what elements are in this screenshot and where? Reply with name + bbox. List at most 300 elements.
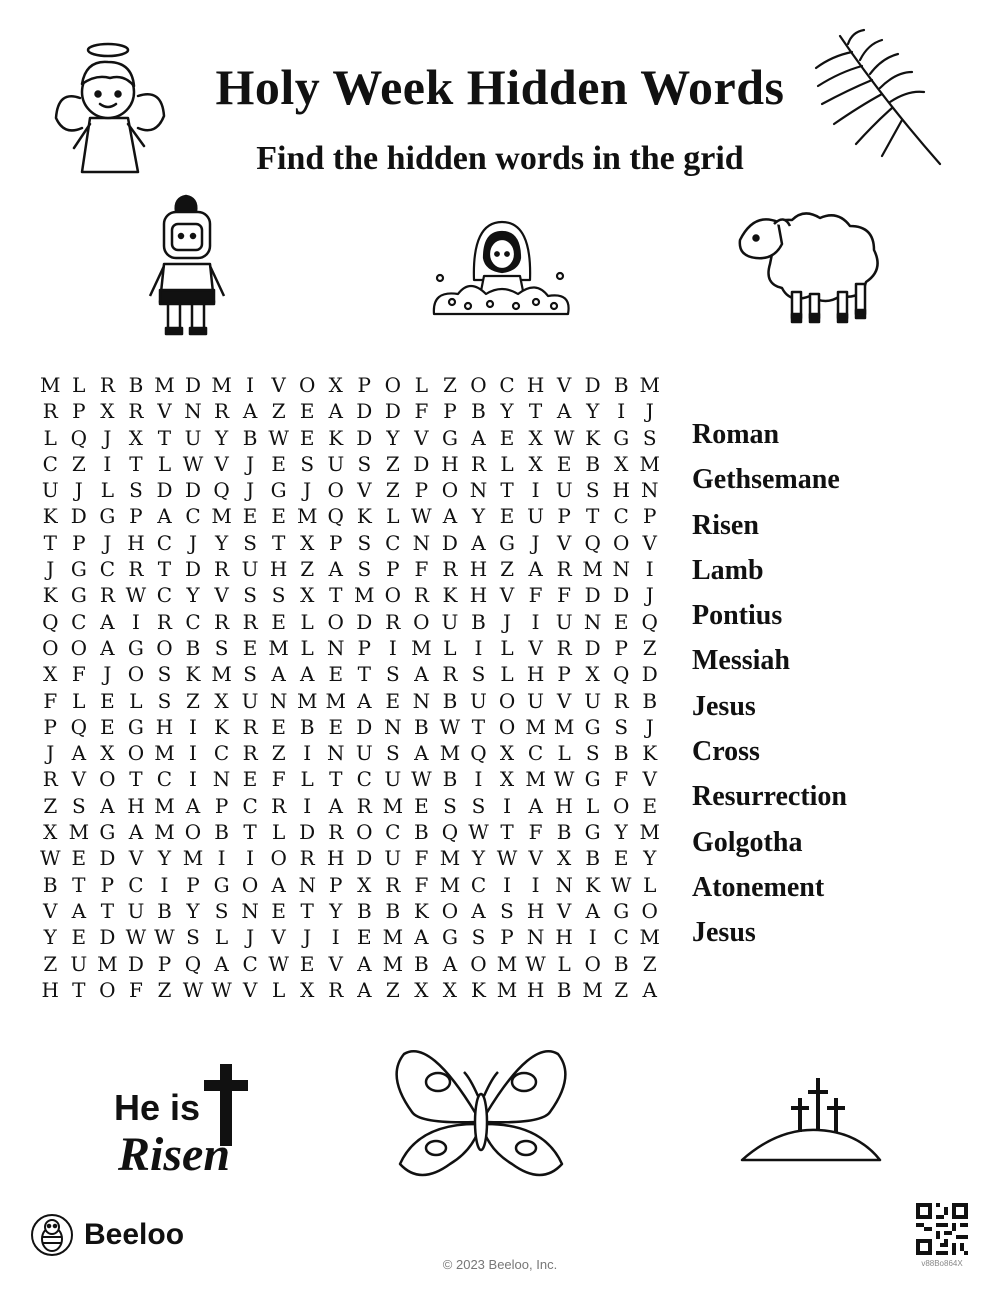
grid-letter[interactable]: B xyxy=(642,688,658,713)
grid-letter[interactable]: V xyxy=(128,846,144,871)
grid-letter[interactable]: X xyxy=(300,583,315,608)
grid-letter[interactable]: A xyxy=(71,898,87,923)
grid-letter[interactable]: V xyxy=(556,530,572,555)
grid-letter[interactable]: S xyxy=(243,662,257,687)
grid-letter[interactable]: X xyxy=(556,846,572,871)
grid-letter[interactable]: I xyxy=(189,767,197,792)
grid-letter[interactable]: X xyxy=(43,820,58,845)
grid-letter[interactable]: Y xyxy=(471,846,486,871)
grid-letter[interactable]: I xyxy=(303,793,312,818)
grid-letter[interactable]: A xyxy=(528,793,543,818)
grid-letter[interactable]: H xyxy=(41,977,59,1002)
grid-letter[interactable]: M xyxy=(496,977,518,1002)
grid-letter[interactable]: K xyxy=(442,583,458,608)
grid-letter[interactable]: D xyxy=(99,846,116,871)
grid-letter[interactable]: D xyxy=(384,399,401,424)
grid-letter[interactable]: A xyxy=(414,662,429,687)
grid-letter[interactable]: C xyxy=(385,530,401,555)
grid-letter[interactable]: E xyxy=(356,925,372,950)
grid-letter[interactable]: B xyxy=(471,399,486,424)
grid-letter[interactable]: R xyxy=(214,399,230,424)
grid-letter[interactable]: O xyxy=(241,872,259,897)
grid-letter[interactable]: P xyxy=(643,504,657,529)
grid-letter[interactable]: W xyxy=(125,583,147,608)
grid-letter[interactable]: L xyxy=(300,635,314,660)
grid-letter[interactable]: M xyxy=(154,741,175,766)
grid-letter[interactable]: B xyxy=(299,714,315,739)
grid-letter[interactable]: I xyxy=(246,373,255,397)
word-search-grid[interactable] xyxy=(36,372,664,1003)
grid-letter[interactable]: A xyxy=(271,872,286,897)
grid-letter[interactable]: K xyxy=(413,898,429,923)
grid-letter[interactable]: U xyxy=(527,504,544,529)
grid-letter[interactable]: T xyxy=(271,530,286,555)
grid-letter[interactable]: M xyxy=(154,793,175,818)
grid-letter[interactable]: O xyxy=(99,977,116,1002)
grid-letter[interactable]: P xyxy=(157,951,172,976)
grid-letter[interactable]: A xyxy=(328,793,343,818)
grid-letter[interactable]: F xyxy=(414,846,429,871)
grid-letter[interactable]: R xyxy=(556,635,572,660)
grid-letter[interactable]: I xyxy=(217,846,226,871)
grid-letter[interactable]: U xyxy=(470,688,487,713)
grid-letter[interactable]: X xyxy=(43,662,58,687)
grid-letter[interactable]: V xyxy=(556,373,572,397)
grid-letter[interactable]: S xyxy=(357,557,372,582)
grid-letter[interactable]: O xyxy=(99,767,116,792)
grid-letter[interactable]: A xyxy=(271,662,286,687)
grid-letter[interactable]: C xyxy=(242,951,258,976)
grid-letter[interactable]: R xyxy=(42,767,58,792)
grid-letter[interactable]: U xyxy=(70,951,88,976)
grid-letter[interactable]: A xyxy=(642,977,657,1002)
grid-letter[interactable]: S xyxy=(642,425,657,450)
grid-letter[interactable]: D xyxy=(356,609,373,634)
grid-letter[interactable]: Y xyxy=(214,425,229,450)
grid-letter[interactable]: Z xyxy=(271,741,286,766)
grid-letter[interactable]: Q xyxy=(184,951,202,976)
grid-letter[interactable]: V xyxy=(642,530,657,555)
grid-letter[interactable]: S xyxy=(271,583,286,608)
grid-letter[interactable]: N xyxy=(583,609,602,634)
grid-letter[interactable]: L xyxy=(300,609,314,634)
grid-letter[interactable]: H xyxy=(469,557,488,582)
grid-letter[interactable]: Q xyxy=(70,425,88,450)
grid-letter[interactable]: V xyxy=(414,425,429,450)
grid-letter[interactable]: S xyxy=(157,688,172,713)
grid-letter[interactable]: I xyxy=(503,872,511,897)
grid-letter[interactable]: W xyxy=(525,951,546,976)
grid-letter[interactable]: T xyxy=(528,399,543,424)
grid-letter[interactable]: B xyxy=(185,635,201,660)
grid-letter[interactable]: M xyxy=(582,977,603,1002)
grid-letter[interactable]: E xyxy=(613,609,629,634)
grid-letter[interactable]: M xyxy=(639,451,660,476)
grid-letter[interactable]: A xyxy=(442,951,458,976)
grid-letter[interactable]: L xyxy=(43,425,57,450)
grid-letter[interactable]: L xyxy=(100,478,114,503)
grid-letter[interactable]: M xyxy=(211,373,232,397)
grid-letter[interactable]: C xyxy=(385,820,401,845)
grid-letter[interactable]: J xyxy=(645,583,654,608)
grid-letter[interactable]: T xyxy=(157,557,172,582)
grid-letter[interactable]: F xyxy=(528,583,543,608)
grid-letter[interactable]: V xyxy=(556,688,572,713)
grid-letter[interactable]: K xyxy=(585,425,601,450)
grid-letter[interactable]: U xyxy=(555,609,573,634)
grid-letter[interactable]: E xyxy=(271,609,286,634)
grid-letter[interactable]: R xyxy=(328,977,344,1002)
grid-letter[interactable]: L xyxy=(500,451,514,476)
grid-letter[interactable]: J xyxy=(46,741,55,766)
grid-letter[interactable]: S xyxy=(585,478,600,503)
grid-letter[interactable]: L xyxy=(72,688,86,713)
grid-letter[interactable]: I xyxy=(588,925,597,950)
grid-letter[interactable]: Z xyxy=(157,977,172,1002)
grid-letter[interactable]: I xyxy=(246,846,255,871)
grid-letter[interactable]: H xyxy=(469,583,488,608)
grid-letter[interactable]: E xyxy=(271,714,286,739)
grid-letter[interactable]: S xyxy=(500,898,514,923)
grid-letter[interactable]: S xyxy=(614,714,629,739)
grid-letter[interactable]: G xyxy=(499,530,516,555)
grid-letter[interactable]: M xyxy=(97,951,118,976)
grid-letter[interactable]: D xyxy=(356,425,373,450)
grid-letter[interactable]: R xyxy=(128,557,144,582)
grid-letter[interactable]: J xyxy=(46,557,55,582)
grid-letter[interactable]: A xyxy=(357,951,372,976)
grid-letter[interactable]: T xyxy=(329,583,343,608)
grid-letter[interactable]: C xyxy=(613,504,629,529)
grid-letter[interactable]: F xyxy=(71,662,86,687)
grid-letter[interactable]: G xyxy=(270,478,287,503)
grid-letter[interactable]: B xyxy=(471,609,486,634)
grid-letter[interactable]: S xyxy=(214,898,229,923)
grid-letter[interactable]: R xyxy=(385,609,401,634)
grid-letter[interactable]: Z xyxy=(385,478,400,503)
grid-letter[interactable]: P xyxy=(214,793,229,818)
grid-letter[interactable]: M xyxy=(296,688,318,713)
grid-letter[interactable]: O xyxy=(498,714,516,739)
grid-letter[interactable]: L xyxy=(586,793,600,818)
grid-letter[interactable]: U xyxy=(327,451,345,476)
grid-letter[interactable]: C xyxy=(213,741,230,766)
grid-letter[interactable]: Y xyxy=(386,425,400,450)
grid-letter[interactable]: D xyxy=(613,583,630,608)
grid-letter[interactable]: Q xyxy=(213,478,230,503)
grid-letter[interactable]: J xyxy=(246,451,255,476)
grid-letter[interactable]: V xyxy=(556,898,572,923)
grid-letter[interactable]: L xyxy=(500,635,514,660)
grid-letter[interactable]: M xyxy=(182,846,204,871)
grid-letter[interactable]: W xyxy=(553,425,575,450)
grid-letter[interactable]: J xyxy=(645,399,654,424)
grid-letter[interactable]: C xyxy=(156,767,173,792)
grid-letter[interactable]: I xyxy=(474,767,483,792)
grid-letter[interactable]: J xyxy=(74,478,83,503)
grid-letter[interactable]: O xyxy=(327,478,344,503)
grid-letter[interactable]: A xyxy=(442,504,458,529)
grid-letter[interactable]: H xyxy=(526,373,545,397)
grid-letter[interactable]: M xyxy=(296,504,318,529)
grid-letter[interactable]: E xyxy=(271,898,286,923)
grid-letter[interactable]: K xyxy=(471,977,486,1002)
grid-letter[interactable]: E xyxy=(642,793,658,818)
grid-letter[interactable]: S xyxy=(186,925,200,950)
grid-letter[interactable]: O xyxy=(384,373,402,397)
grid-letter[interactable]: A xyxy=(214,951,229,976)
grid-letter[interactable]: N xyxy=(555,872,573,897)
grid-letter[interactable]: K xyxy=(328,425,344,450)
grid-letter[interactable]: R xyxy=(356,793,372,818)
grid-letter[interactable]: V xyxy=(328,951,343,976)
brand-logo[interactable] xyxy=(30,1213,184,1257)
grid-letter[interactable]: A xyxy=(328,557,343,582)
grid-letter[interactable]: Q xyxy=(70,714,88,739)
grid-letter[interactable]: S xyxy=(443,793,457,818)
grid-letter[interactable]: V xyxy=(642,767,657,792)
grid-letter[interactable]: D xyxy=(413,451,430,476)
grid-letter[interactable]: E xyxy=(271,504,286,529)
grid-letter[interactable]: Y xyxy=(614,820,628,845)
grid-letter[interactable]: O xyxy=(127,662,145,687)
grid-letter[interactable]: A xyxy=(128,820,144,845)
grid-letter[interactable]: H xyxy=(555,925,573,950)
grid-letter[interactable]: S xyxy=(243,530,257,555)
grid-letter[interactable]: X xyxy=(528,451,543,476)
grid-letter[interactable]: S xyxy=(243,583,257,608)
grid-letter[interactable]: H xyxy=(526,662,545,687)
grid-letter[interactable]: D xyxy=(299,820,316,845)
grid-letter[interactable]: A xyxy=(100,793,115,818)
grid-letter[interactable]: S xyxy=(385,741,400,766)
grid-letter[interactable]: Z xyxy=(385,451,400,476)
grid-letter[interactable]: W xyxy=(411,767,432,792)
grid-letter[interactable]: R xyxy=(128,399,144,424)
grid-letter[interactable]: Z xyxy=(43,951,58,976)
grid-letter[interactable]: O xyxy=(327,609,344,634)
grid-letter[interactable]: T xyxy=(357,662,371,687)
grid-letter[interactable]: J xyxy=(103,662,112,687)
grid-letter[interactable]: T xyxy=(243,820,257,845)
grid-letter[interactable]: D xyxy=(70,504,87,529)
grid-letter[interactable]: X xyxy=(300,977,315,1002)
grid-letter[interactable]: V xyxy=(242,977,258,1002)
grid-letter[interactable]: B xyxy=(556,820,572,845)
grid-letter[interactable]: R xyxy=(242,714,258,739)
grid-letter[interactable]: O xyxy=(641,898,658,923)
grid-letter[interactable]: X xyxy=(300,530,315,555)
grid-letter[interactable]: G xyxy=(441,925,458,950)
grid-letter[interactable]: T xyxy=(300,898,314,923)
grid-letter[interactable]: V xyxy=(357,478,372,503)
grid-letter[interactable]: A xyxy=(585,898,600,923)
grid-letter[interactable]: O xyxy=(70,635,88,660)
grid-letter[interactable]: C xyxy=(499,373,515,397)
grid-letter[interactable]: U xyxy=(384,846,402,871)
grid-letter[interactable]: A xyxy=(100,609,115,634)
grid-letter[interactable]: G xyxy=(99,504,116,529)
grid-letter[interactable]: C xyxy=(470,872,487,897)
grid-letter[interactable]: U xyxy=(127,898,145,923)
grid-letter[interactable]: U xyxy=(527,688,544,713)
grid-letter[interactable]: R xyxy=(214,609,230,634)
grid-letter[interactable]: K xyxy=(585,872,601,897)
grid-letter[interactable]: I xyxy=(331,925,340,950)
grid-letter[interactable]: P xyxy=(186,872,200,897)
grid-letter[interactable]: G xyxy=(584,820,601,845)
grid-letter[interactable]: J xyxy=(246,925,255,950)
grid-letter[interactable]: T xyxy=(72,872,86,897)
grid-letter[interactable]: B xyxy=(157,898,172,923)
grid-letter[interactable]: D xyxy=(184,373,202,397)
grid-letter[interactable]: W xyxy=(268,425,289,450)
grid-letter[interactable]: H xyxy=(269,557,288,582)
grid-letter[interactable]: G xyxy=(584,714,601,739)
grid-letter[interactable]: P xyxy=(443,399,457,424)
grid-letter[interactable]: H xyxy=(555,793,573,818)
grid-letter[interactable]: G xyxy=(213,872,230,897)
grid-letter[interactable]: L xyxy=(443,635,457,660)
grid-letter[interactable]: E xyxy=(499,425,515,450)
grid-letter[interactable]: O xyxy=(270,846,287,871)
grid-letter[interactable]: O xyxy=(441,478,459,503)
grid-letter[interactable]: T xyxy=(585,504,600,529)
grid-letter[interactable]: Z xyxy=(642,951,657,976)
grid-letter[interactable]: W xyxy=(39,846,61,871)
grid-letter[interactable]: P xyxy=(72,530,86,555)
grid-letter[interactable]: V xyxy=(528,846,543,871)
grid-letter[interactable]: M xyxy=(439,846,461,871)
grid-letter[interactable]: L xyxy=(214,925,229,950)
grid-letter[interactable]: B xyxy=(214,820,229,845)
grid-letter[interactable]: A xyxy=(328,399,343,424)
grid-letter[interactable]: Z xyxy=(71,451,86,476)
grid-letter[interactable]: M xyxy=(639,925,660,950)
grid-letter[interactable]: S xyxy=(300,451,315,476)
grid-letter[interactable]: T xyxy=(500,478,514,503)
grid-letter[interactable]: N xyxy=(469,478,488,503)
grid-letter[interactable]: W xyxy=(411,504,432,529)
grid-letter[interactable]: P xyxy=(129,504,143,529)
grid-letter[interactable]: B xyxy=(613,373,629,397)
grid-letter[interactable]: O xyxy=(184,820,202,845)
grid-letter[interactable]: D xyxy=(584,635,601,660)
grid-letter[interactable]: L xyxy=(129,688,143,713)
grid-letter[interactable]: P xyxy=(72,399,86,424)
grid-letter[interactable]: J xyxy=(103,530,112,555)
grid-letter[interactable]: U xyxy=(555,478,573,503)
grid-letter[interactable]: K xyxy=(42,504,58,529)
grid-letter[interactable]: H xyxy=(155,714,174,739)
grid-letter[interactable]: O xyxy=(127,741,145,766)
grid-letter[interactable]: F xyxy=(271,767,286,792)
grid-letter[interactable]: J xyxy=(303,925,312,950)
grid-letter[interactable]: P xyxy=(386,557,400,582)
grid-letter[interactable]: Z xyxy=(642,635,657,660)
grid-letter[interactable]: M xyxy=(525,767,546,792)
grid-letter[interactable]: B xyxy=(414,820,429,845)
grid-letter[interactable]: N xyxy=(526,925,545,950)
grid-letter[interactable]: E xyxy=(271,451,286,476)
grid-letter[interactable]: C xyxy=(185,609,201,634)
grid-letter[interactable]: Z xyxy=(43,793,58,818)
grid-letter[interactable]: S xyxy=(357,451,372,476)
grid-letter[interactable]: Y xyxy=(186,898,200,923)
grid-letter[interactable]: E xyxy=(328,662,344,687)
grid-letter[interactable]: Q xyxy=(613,662,630,687)
grid-letter[interactable]: S xyxy=(471,793,486,818)
grid-letter[interactable]: A xyxy=(528,557,543,582)
grid-letter[interactable]: O xyxy=(470,373,487,397)
grid-letter[interactable]: I xyxy=(189,714,197,739)
grid-letter[interactable]: E xyxy=(242,635,258,660)
grid-letter[interactable]: W xyxy=(268,951,289,976)
grid-letter[interactable]: D xyxy=(184,478,202,503)
grid-letter[interactable]: E xyxy=(299,399,315,424)
grid-letter[interactable]: F xyxy=(128,977,143,1002)
grid-letter[interactable]: X xyxy=(214,688,229,713)
grid-letter[interactable]: R xyxy=(99,583,115,608)
grid-letter[interactable]: E xyxy=(299,425,315,450)
grid-letter[interactable]: C xyxy=(185,504,201,529)
grid-letter[interactable]: M xyxy=(154,373,175,397)
grid-letter[interactable]: J xyxy=(246,478,255,503)
grid-letter[interactable]: R xyxy=(413,583,429,608)
grid-letter[interactable]: U xyxy=(355,741,373,766)
grid-letter[interactable]: B xyxy=(556,977,572,1002)
grid-letter[interactable]: V xyxy=(271,925,286,950)
grid-letter[interactable]: U xyxy=(241,557,259,582)
grid-letter[interactable]: R xyxy=(214,557,230,582)
grid-letter[interactable]: T xyxy=(157,425,172,450)
grid-letter[interactable]: L xyxy=(72,373,86,397)
grid-letter[interactable]: A xyxy=(185,793,201,818)
grid-letter[interactable]: A xyxy=(357,688,372,713)
grid-letter[interactable]: R xyxy=(42,399,58,424)
grid-letter[interactable]: L xyxy=(300,767,314,792)
grid-letter[interactable]: B xyxy=(414,714,429,739)
grid-letter[interactable]: E xyxy=(328,714,344,739)
grid-letter[interactable]: A xyxy=(556,399,572,424)
grid-letter[interactable]: R xyxy=(299,846,315,871)
grid-letter[interactable]: N xyxy=(184,399,202,424)
grid-letter[interactable]: Z xyxy=(500,557,514,582)
grid-letter[interactable]: R xyxy=(242,609,258,634)
grid-letter[interactable]: R xyxy=(613,688,629,713)
grid-letter[interactable]: O xyxy=(498,688,516,713)
grid-letter[interactable]: N xyxy=(412,688,431,713)
grid-letter[interactable]: O xyxy=(156,635,173,660)
grid-letter[interactable]: Y xyxy=(586,399,600,424)
grid-letter[interactable]: S xyxy=(471,662,486,687)
grid-letter[interactable]: L xyxy=(157,451,172,476)
grid-letter[interactable]: P xyxy=(414,478,429,503)
grid-letter[interactable]: X xyxy=(328,373,343,397)
grid-letter[interactable]: T xyxy=(43,530,57,555)
grid-letter[interactable]: S xyxy=(357,530,372,555)
grid-letter[interactable]: A xyxy=(299,662,315,687)
grid-letter[interactable]: A xyxy=(71,741,87,766)
grid-letter[interactable]: C xyxy=(356,767,372,792)
grid-letter[interactable]: Y xyxy=(500,399,514,424)
grid-letter[interactable]: J xyxy=(303,478,312,503)
grid-letter[interactable]: N xyxy=(641,478,659,503)
grid-letter[interactable]: I xyxy=(474,635,483,660)
grid-letter[interactable]: X xyxy=(414,977,429,1002)
grid-letter[interactable]: C xyxy=(128,872,144,897)
grid-letter[interactable]: O xyxy=(613,793,630,818)
